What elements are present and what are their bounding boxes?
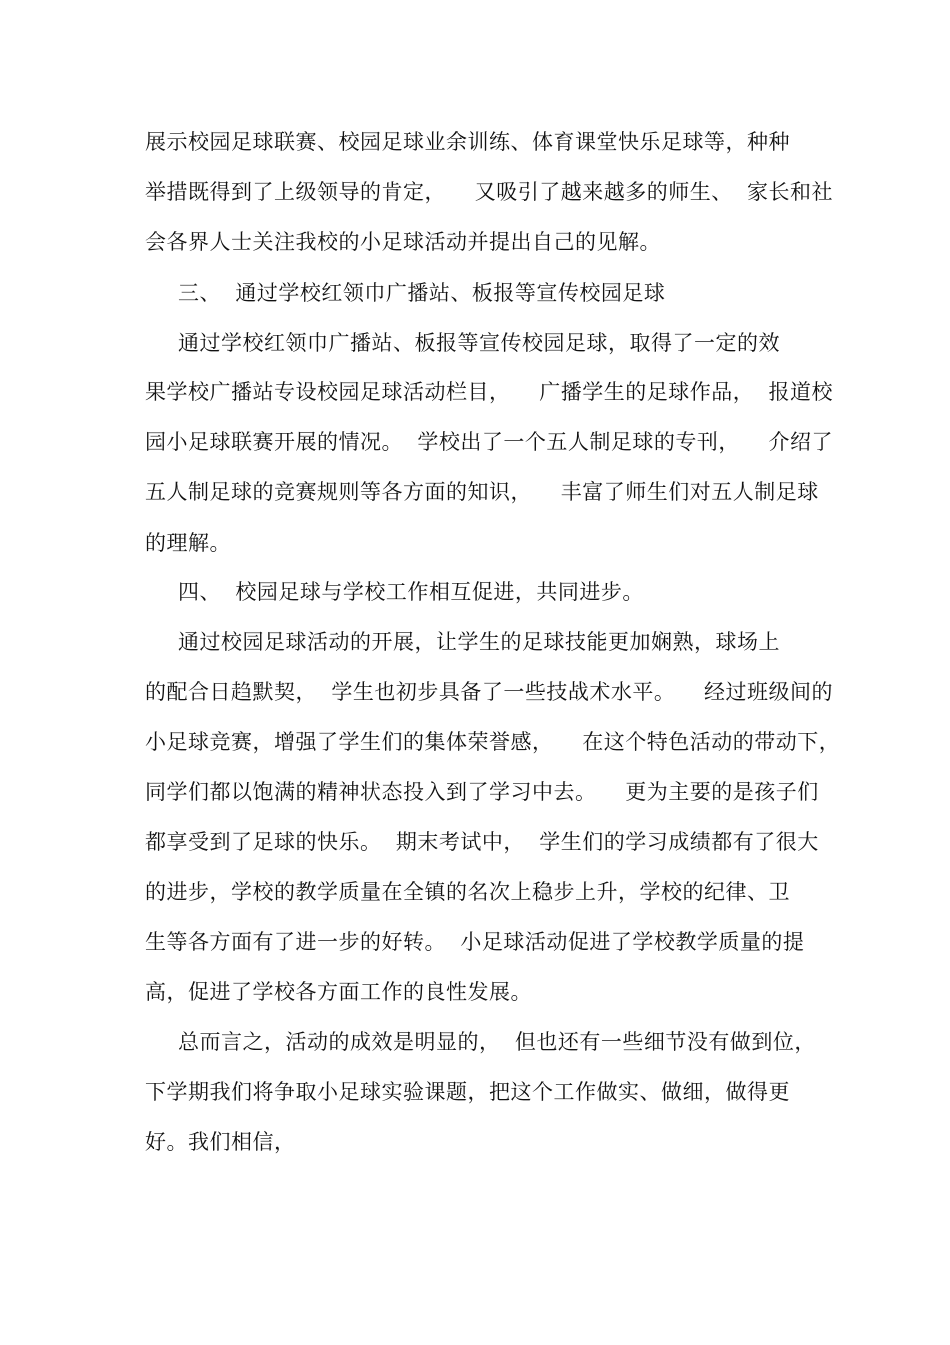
text-line: 五人制足球的竞赛规则等各方面的知识， 丰富了师生们对五人制足球 xyxy=(145,480,819,504)
text-line: 举措既得到了上级领导的肯定， 又吸引了越来越多的师生、 家长和社 xyxy=(145,180,834,204)
text-line: 会各界人士关注我校的小足球活动并提出自己的见解。 xyxy=(145,230,661,254)
text-line: 都享受到了足球的快乐。 期末考试中， 学生们的学习成绩都有了很大 xyxy=(145,830,819,854)
text-line: 生等各方面有了进一步的好转。 小足球活动促进了学校教学质量的提 xyxy=(145,930,805,954)
text-line: 好。我们相信， xyxy=(145,1130,296,1154)
text-line: 下学期我们将争取小足球实验课题，把这个工作做实、做细，做得更 xyxy=(145,1080,790,1104)
text-line: 通过学校红领巾广播站、板报等宣传校园足球，取得了一定的效 xyxy=(178,331,780,355)
section-heading: 四、 校园足球与学校工作相互促进，共同进步。 xyxy=(178,580,644,604)
text-line: 的配合日趋默契， 学生也初步具备了一些技战术水平。 经过班级间的 xyxy=(145,680,834,704)
text-line: 同学们都以饱满的精神状态投入到了学习中去。 更为主要的是孩子们 xyxy=(145,780,819,804)
text-line: 果学校广播站专设校园足球活动栏目， 广播学生的足球作品， 报道校 xyxy=(145,380,834,404)
text-line: 总而言之，活动的成效是明显的， 但也还有一些细节没有做到位， xyxy=(178,1030,816,1054)
text-line: 小足球竞赛，增强了学生们的集体荣誉感， 在这个特色活动的带动下， xyxy=(145,730,841,754)
text-line: 的进步，学校的教学质量在全镇的名次上稳步上升，学校的纪律、卫 xyxy=(145,880,790,904)
text-line: 高，促进了学校各方面工作的良性发展。 xyxy=(145,980,532,1004)
text-line: 的理解。 xyxy=(145,531,231,555)
section-heading: 三、 通过学校红领巾广播站、板报等宣传校园足球 xyxy=(178,281,666,305)
text-line: 园小足球联赛开展的情况。 学校出了一个五人制足球的专刊， 介绍了 xyxy=(145,430,834,454)
text-line: 通过校园足球活动的开展，让学生的足球技能更加娴熟，球场上 xyxy=(178,630,780,654)
text-line: 展示校园足球联赛、校园足球业余训练、体育课堂快乐足球等，种种 xyxy=(145,130,790,154)
